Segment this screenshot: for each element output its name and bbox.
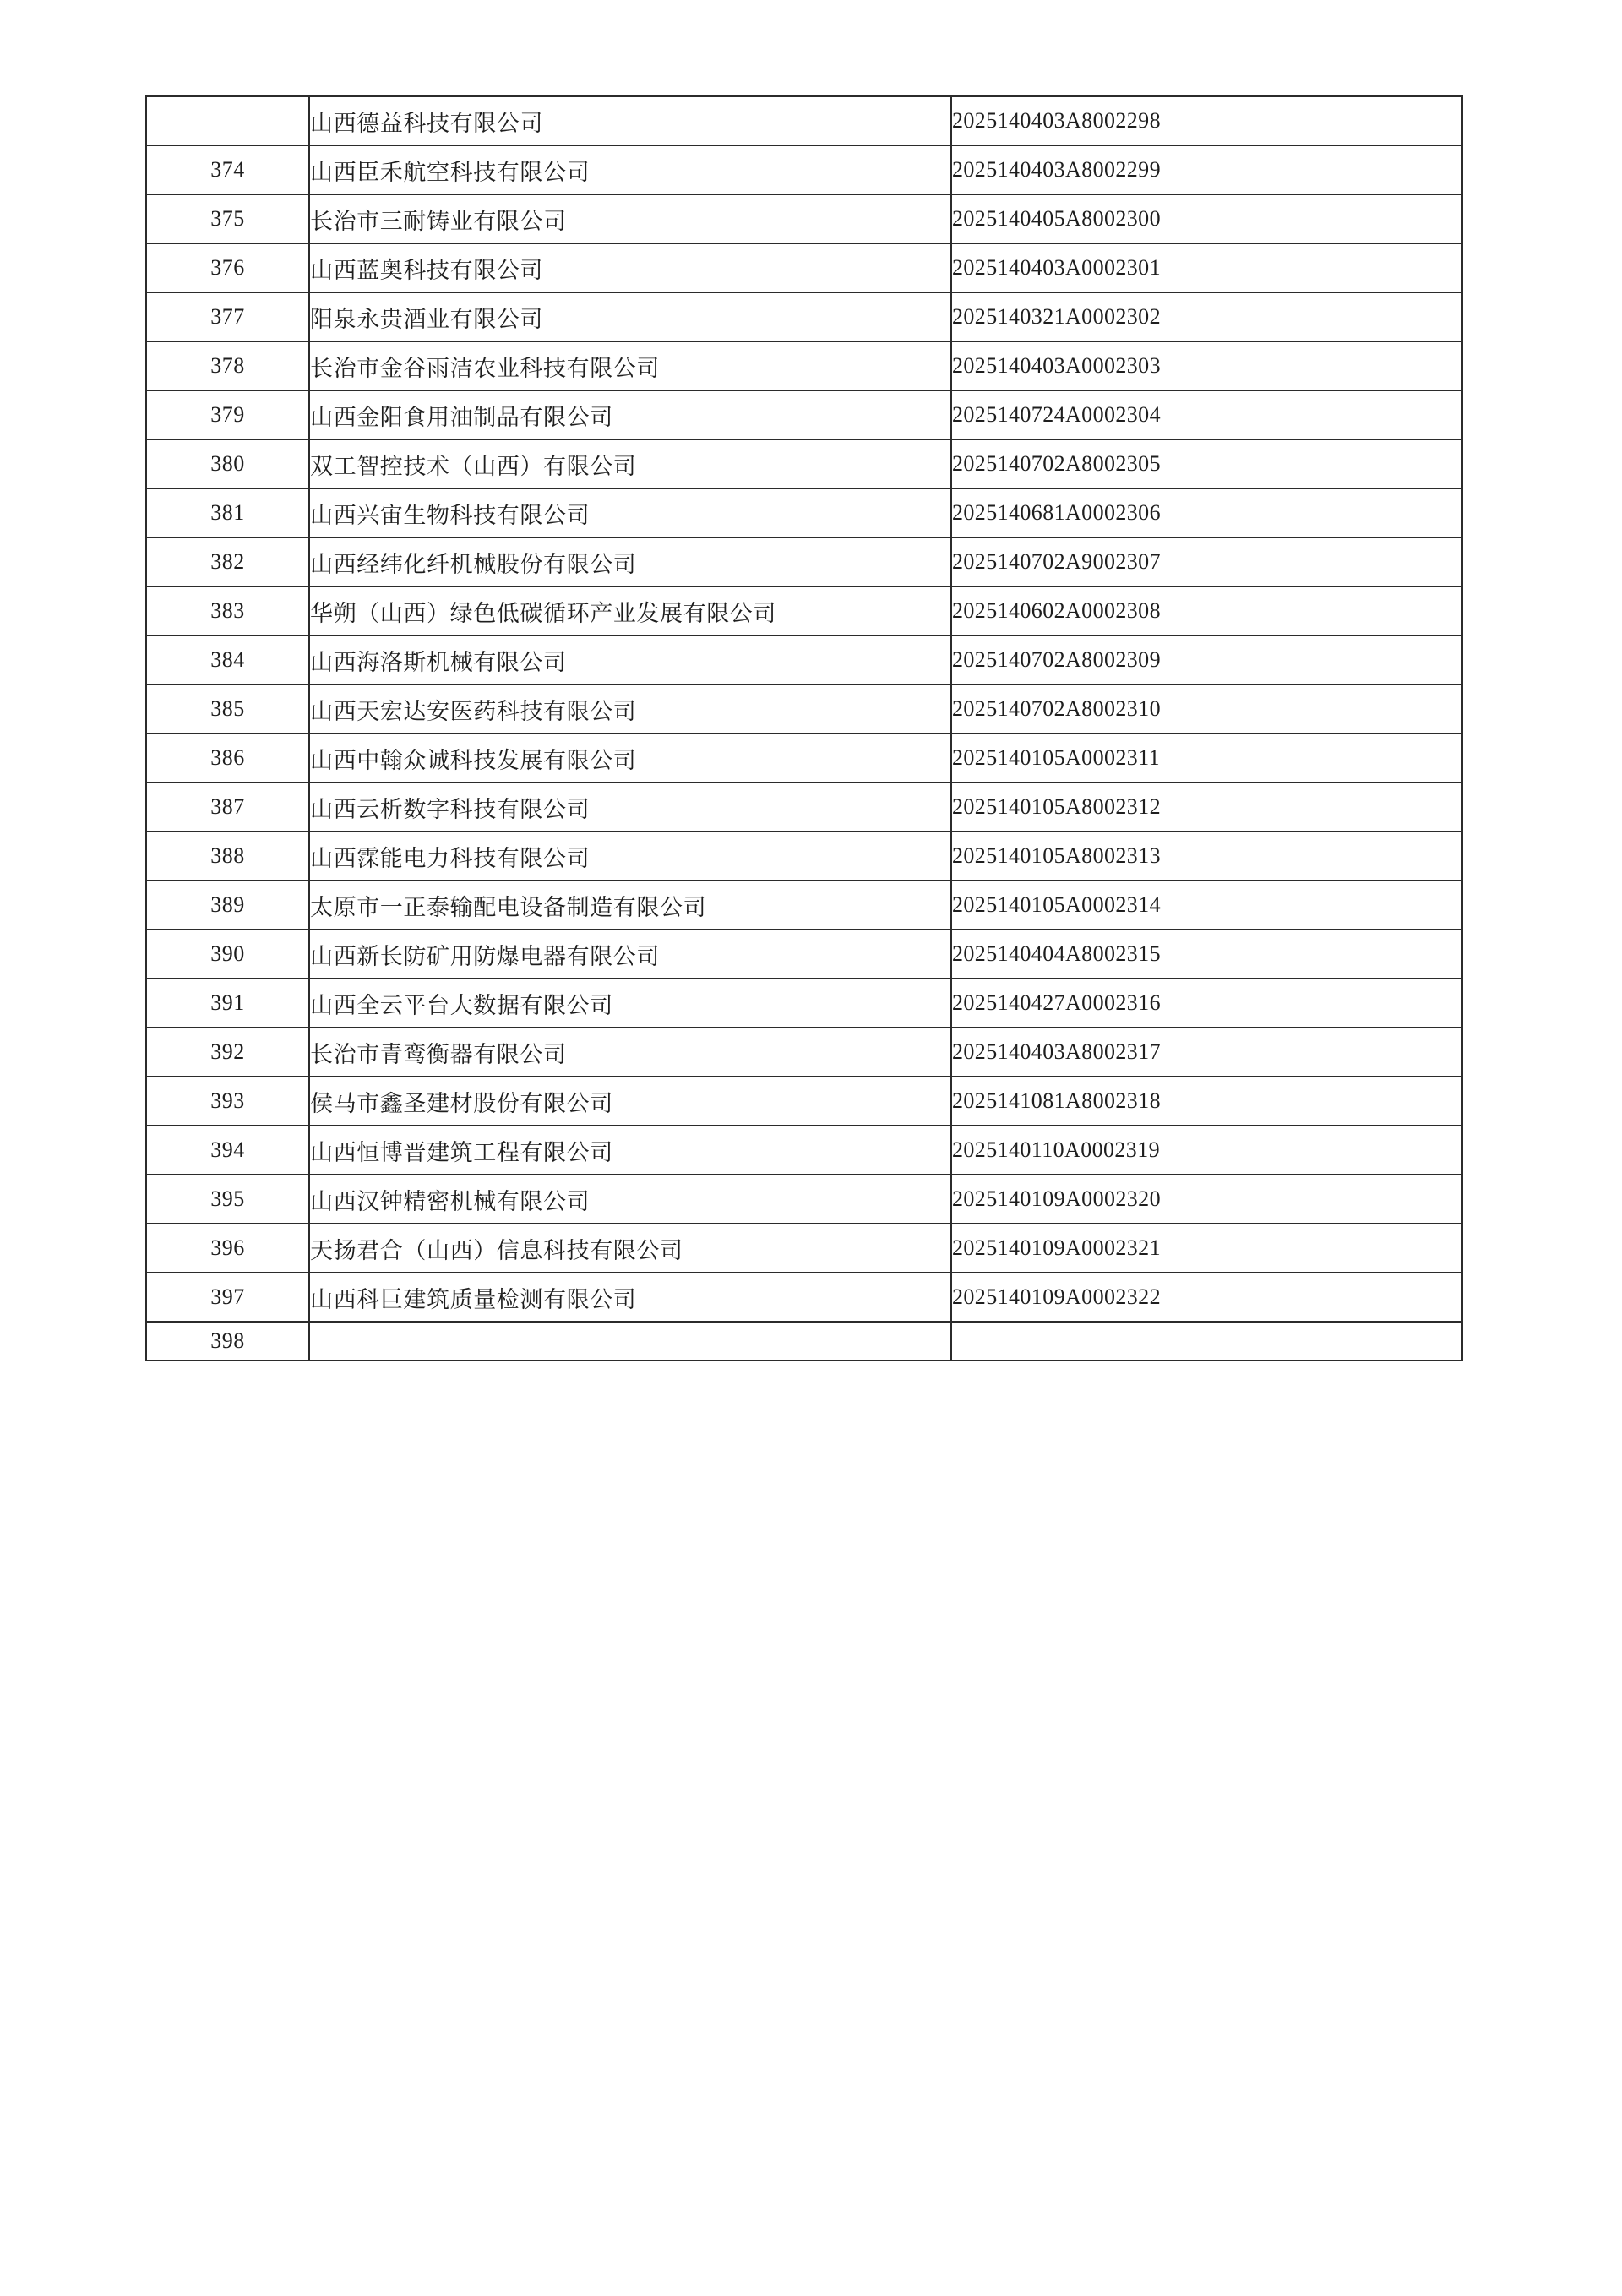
enterprise-name-cell: 山西海洛斯机械有限公司	[309, 635, 951, 684]
row-index-cell: 379	[146, 390, 309, 439]
enterprise-name-cell: 山西天宏达安医药科技有限公司	[309, 684, 951, 734]
row-index-cell	[146, 96, 309, 145]
registration-code-cell	[951, 1322, 1462, 1361]
registration-code-cell: 2025140109A0002322	[951, 1273, 1462, 1322]
enterprise-name-cell	[309, 1322, 951, 1361]
row-index-cell: 376	[146, 243, 309, 292]
enterprise-name-cell: 山西德益科技有限公司	[309, 96, 951, 145]
row-index-cell: 377	[146, 292, 309, 341]
registration-code-cell: 2025140724A0002304	[951, 390, 1462, 439]
table-row	[146, 930, 1462, 979]
table-row	[146, 832, 1462, 881]
row-index-cell: 387	[146, 783, 309, 832]
row-index-cell: 378	[146, 341, 309, 390]
enterprise-registry-table	[145, 95, 1463, 1361]
table-row	[146, 1322, 1462, 1361]
table-row	[146, 586, 1462, 635]
enterprise-name-cell: 长治市青鸾衡器有限公司	[309, 1028, 951, 1077]
row-index-cell: 384	[146, 635, 309, 684]
row-index-cell: 383	[146, 586, 309, 635]
enterprise-name-cell: 山西科巨建筑质量检测有限公司	[309, 1273, 951, 1322]
table-row	[146, 1273, 1462, 1322]
enterprise-name-cell: 山西全云平台大数据有限公司	[309, 979, 951, 1028]
registration-code-cell: 2025140105A8002313	[951, 832, 1462, 881]
table-row	[146, 1077, 1462, 1126]
registration-code-cell: 2025140427A0002316	[951, 979, 1462, 1028]
row-index-cell: 391	[146, 979, 309, 1028]
table-row	[146, 439, 1462, 488]
table-row	[146, 243, 1462, 292]
table-row	[146, 1028, 1462, 1077]
registration-code-cell: 2025141081A8002318	[951, 1077, 1462, 1126]
table-row	[146, 1224, 1462, 1273]
enterprise-name-cell: 侯马市鑫圣建材股份有限公司	[309, 1077, 951, 1126]
row-index-cell: 397	[146, 1273, 309, 1322]
table-row	[146, 979, 1462, 1028]
enterprise-name-cell: 山西中翰众诚科技发展有限公司	[309, 734, 951, 783]
enterprise-name-cell: 山西霂能电力科技有限公司	[309, 832, 951, 881]
table-row	[146, 341, 1462, 390]
row-index-cell: 388	[146, 832, 309, 881]
enterprise-name-cell: 华朔（山西）绿色低碳循环产业发展有限公司	[309, 586, 951, 635]
registration-code-cell: 2025140404A8002315	[951, 930, 1462, 979]
enterprise-name-cell: 阳泉永贵酒业有限公司	[309, 292, 951, 341]
row-index-cell: 386	[146, 734, 309, 783]
enterprise-name-cell: 太原市一正泰输配电设备制造有限公司	[309, 881, 951, 930]
table-row	[146, 1126, 1462, 1175]
registration-code-cell: 2025140109A0002320	[951, 1175, 1462, 1224]
table-row	[146, 537, 1462, 586]
registration-code-cell: 2025140702A9002307	[951, 537, 1462, 586]
enterprise-name-cell: 山西臣禾航空科技有限公司	[309, 145, 951, 194]
table-row	[146, 1175, 1462, 1224]
row-index-cell: 385	[146, 684, 309, 734]
registration-code-cell: 2025140109A0002321	[951, 1224, 1462, 1273]
registration-code-cell: 2025140105A0002311	[951, 734, 1462, 783]
row-index-cell: 395	[146, 1175, 309, 1224]
row-index-cell: 393	[146, 1077, 309, 1126]
enterprise-name-cell: 山西恒博晋建筑工程有限公司	[309, 1126, 951, 1175]
enterprise-name-cell: 长治市金谷雨洁农业科技有限公司	[309, 341, 951, 390]
row-index-cell: 396	[146, 1224, 309, 1273]
enterprise-name-cell: 长治市三耐铸业有限公司	[309, 194, 951, 243]
enterprise-name-cell: 山西金阳食用油制品有限公司	[309, 390, 951, 439]
enterprise-name-cell: 山西蓝奥科技有限公司	[309, 243, 951, 292]
registration-code-cell: 2025140403A0002303	[951, 341, 1462, 390]
registration-code-cell: 2025140403A8002298	[951, 96, 1462, 145]
table-row	[146, 881, 1462, 930]
enterprise-name-cell: 山西云析数字科技有限公司	[309, 783, 951, 832]
registration-code-cell: 2025140403A0002301	[951, 243, 1462, 292]
registration-code-cell: 2025140105A0002314	[951, 881, 1462, 930]
enterprise-name-cell: 山西经纬化纤机械股份有限公司	[309, 537, 951, 586]
table-row	[146, 194, 1462, 243]
row-index-cell: 398	[146, 1322, 309, 1361]
registration-code-cell: 2025140110A0002319	[951, 1126, 1462, 1175]
registration-code-cell: 2025140403A8002299	[951, 145, 1462, 194]
registration-code-cell: 2025140681A0002306	[951, 488, 1462, 537]
table-row	[146, 292, 1462, 341]
row-index-cell: 394	[146, 1126, 309, 1175]
enterprise-name-cell: 山西新长防矿用防爆电器有限公司	[309, 930, 951, 979]
registry-table-body	[146, 96, 1462, 1361]
row-index-cell: 392	[146, 1028, 309, 1077]
registration-code-cell: 2025140105A8002312	[951, 783, 1462, 832]
row-index-cell: 389	[146, 881, 309, 930]
registration-code-cell: 2025140702A8002309	[951, 635, 1462, 684]
registration-code-cell: 2025140702A8002305	[951, 439, 1462, 488]
table-row	[146, 734, 1462, 783]
registration-code-cell: 2025140321A0002302	[951, 292, 1462, 341]
enterprise-name-cell: 天扬君合（山西）信息科技有限公司	[309, 1224, 951, 1273]
row-index-cell: 380	[146, 439, 309, 488]
table-row	[146, 783, 1462, 832]
row-index-cell: 381	[146, 488, 309, 537]
table-row	[146, 488, 1462, 537]
row-index-cell: 390	[146, 930, 309, 979]
table-row	[146, 145, 1462, 194]
table-row	[146, 635, 1462, 684]
row-index-cell: 382	[146, 537, 309, 586]
enterprise-name-cell: 山西兴宙生物科技有限公司	[309, 488, 951, 537]
table-row	[146, 390, 1462, 439]
table-row	[146, 684, 1462, 734]
registration-code-cell: 2025140702A8002310	[951, 684, 1462, 734]
table-row	[146, 96, 1462, 145]
registration-code-cell: 2025140602A0002308	[951, 586, 1462, 635]
registration-code-cell: 2025140405A8002300	[951, 194, 1462, 243]
row-index-cell: 374	[146, 145, 309, 194]
enterprise-name-cell: 山西汉钟精密机械有限公司	[309, 1175, 951, 1224]
enterprise-name-cell: 双工智控技术（山西）有限公司	[309, 439, 951, 488]
registration-code-cell: 2025140403A8002317	[951, 1028, 1462, 1077]
row-index-cell: 375	[146, 194, 309, 243]
